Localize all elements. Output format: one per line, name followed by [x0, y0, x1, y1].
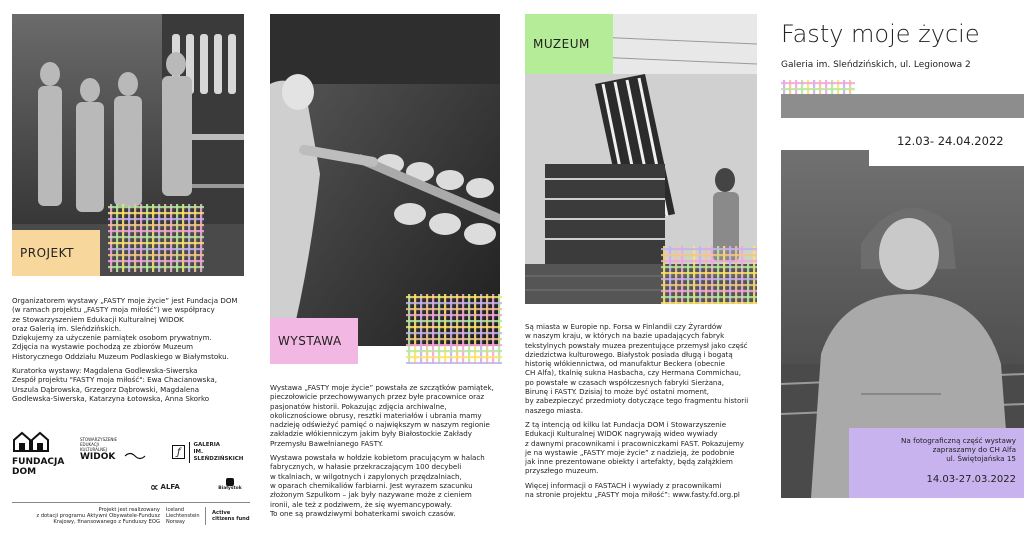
widok-org-text: STOWARZYSZENIE EDUKACJI KULTURALNEJ: [80, 437, 118, 452]
invite-text: Na fotograficzną część wystawy zapraszamy do CH Alfa ul. Świętojańska 15: [901, 436, 1016, 463]
widok-logo: [80, 437, 152, 467]
dom-logo-text: FUNDACJA DOM: [12, 457, 65, 477]
weave-pattern-decoration: [406, 294, 502, 364]
fundacja-dom-logo: [12, 431, 65, 477]
weave-pattern-decoration: [661, 246, 757, 304]
invite-box: [849, 428, 1024, 498]
muzeum-paragraph-2: Z tą intencją od kilku lat Fundacja DOM i Stowarzyszenie Edukacji Kulturalnej WIDOK nagrywają wideo wywiady z dawnymi pracownikami i pracowniczkami FAST. Pokazujemy je na wystawie „FASTY moje życie” z nadzieją, że podobnie jak inne prezentowane obiekty i artefakty, będą załążkiem przyszłego muzeum.: [525, 419, 744, 476]
projekt-text: [12, 296, 252, 408]
alfa-logo: [150, 480, 200, 494]
muzeum-paragraph-1: Są miasta w Europie np. Forsa w Finlandii czy Żyrardów w naszym kraju, w których na bazie upadających fabryk tekstylnych powstały muzea prezentujące przemysł jako część dziedzictwa kulturowego. Białystok posiada długą i bogatą historię włókiennictwa, od manufaktur Beckera (obecnie CH Alfa), tkalnię sukna Hasbacha, czy Hermana Commichau, po powstałe w czasach współczesnych fabryki Sierżana, Birunę i FASTY. Dzisiaj to może być ostatni moment, by zabezpieczyć przedmioty dotyczące tego fragmentu historii naszego miasta.: [525, 322, 749, 415]
panel-cover: [769, 0, 1024, 546]
footer-divider: [12, 502, 250, 503]
bialystok-logo: [210, 478, 250, 494]
wystawa-paragraph-2: Wystawa powstała w hołdzie kobietom pracującym w halach fabrycznych, w hałasie przekraczającym 100 decybeli w tkalniach, w wilgotnych i zapylonych przędzalniach, w oparach chemikaliów farbiarni. Jest wyrazem szacunku złożonym Szpulkom – jak były nazywane może z cieniem ironii, ale też z podziwem, że się wyemancypowały. To one są prawdziwymi bohaterkami swoich czasów.: [270, 453, 485, 518]
bialystok-mark-icon: [226, 478, 234, 486]
panel-wystawa: [256, 0, 513, 546]
widok-logo-text: WIDOK: [80, 452, 116, 462]
bialystok-logo-text: Białystok: [218, 486, 242, 491]
exhibition-venue: Galeria im. Sleńdzińskich, ul. Legionowa 2: [781, 60, 971, 70]
dates-background-left: [769, 118, 869, 150]
exhibition-dates: 12.03- 24.04.2022: [897, 134, 1004, 148]
wystawa-paragraph-1: Wystawa „FASTY moje życie” powstała ze szczątków pamiątek, pieczołowicie przechowywanych przez byłe pracownice oraz pasjonatów historii. Pokazując zdjęcia archiwalne, okolicznościowe obrusy, resztki materiałów i ubrania mamy nadzieję odświeżyć pamięć o największym w naszym regionie zakładzie włókienniczym jakim były Białostockie Zakłady Przemysłu Bawełnianego FASTY.: [270, 383, 494, 448]
alfa-logo-text: ALFA: [160, 483, 180, 491]
footer-text: Projekt jest realizowany z dotacji programu Aktywni Obywatele-Fundusz Krajowy, finansowanego z Funduszy EOG: [36, 507, 160, 526]
label-projekt: PROJEKT: [12, 230, 100, 276]
eea-grants-logo: Iceland Liechtenstein Norway: [166, 507, 206, 525]
alfa-mark-icon: ∝: [150, 480, 159, 494]
invite-dates: 14.03-27.03.2022: [926, 474, 1016, 485]
label-wystawa: WYSTAWA: [270, 318, 358, 364]
galeria-logo-text: GALERIA IM. SLEŃDZIŃSKICH: [189, 442, 252, 463]
label-muzeum: MUZEUM: [525, 14, 613, 74]
exhibition-title: Fasty moje życie: [781, 20, 980, 48]
wystawa-text: [270, 383, 510, 523]
panel-projekt: [0, 0, 256, 546]
galeria-mark-icon: ƒ: [172, 445, 185, 459]
weave-pattern-decoration: [108, 204, 204, 272]
panel-muzeum: [513, 0, 769, 546]
projekt-paragraph-2: Kuratorka wystawy: Magdalena Godlewska-Siwerska Zespół projektu "FASTY moja miłość": Ewa Chacianowska, Urszula Dąbrowska, Grzegorz Dąbrowski, Magdalena Godlewska-Siwerska, Katarzyna Łotowska, Anna Skorko: [12, 366, 217, 403]
muzeum-text: [525, 322, 769, 504]
muzeum-paragraph-3: Więcej informacji o FASTACH i wywiady z pracownikami na stronie projektu „FASTY moja miłość”: www.fasty.fd.org.pl: [525, 480, 740, 500]
active-citizens-logo: Active citizens fund: [212, 510, 250, 523]
galeria-logo: [172, 440, 252, 464]
projekt-paragraph-1: Organizatorem wystawy „FASTY moje życie” jest Fundacja DOM (w ramach projektu „FASTY moja miłość”) we współpracy ze Stowarzyszeniem Edukacji Kulturalnej WIDOK oraz Galerią im. Sleńdzińskich. Dziękujemy za użyczenie pamiątek osobom prywatnym. Zdjęcia na wystawie pochodzą ze zbiorów Muzeum Historycznego Oddziału Muzeum Podlaskiego w Białymstoku.: [12, 296, 238, 361]
